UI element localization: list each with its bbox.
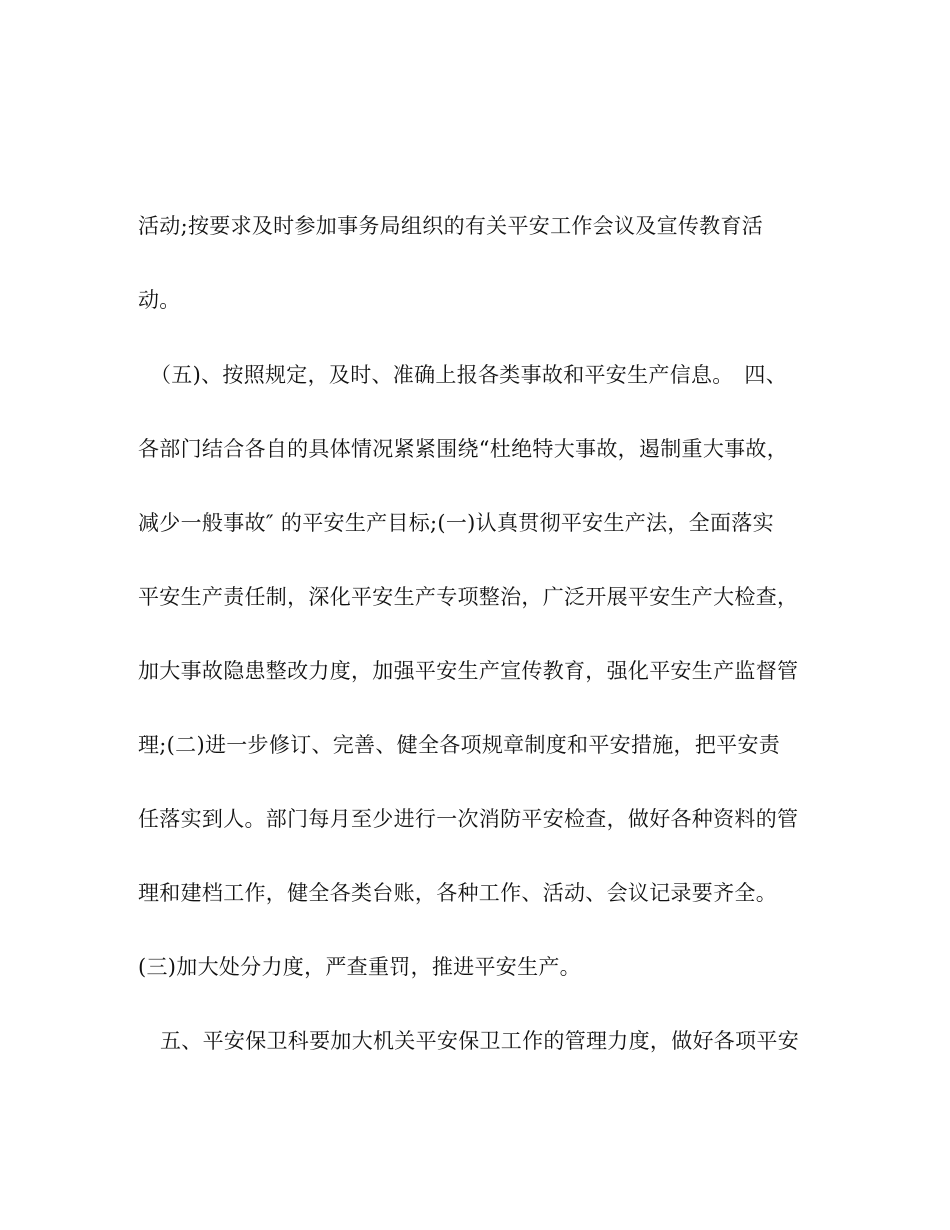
text-line-3: （五)、按照规定，及时、准确上报各类事故和平安生产信息。 四、 <box>150 363 787 387</box>
text-line-11: (三)加大处分力度，严查重罚，推进平安生产。 <box>138 955 581 979</box>
text-line-5: 减少一般事故″ 的平安生产目标;(一)认真贯彻平安生产法，全面落实 <box>138 511 774 535</box>
text-line-2: 动。 <box>138 288 181 312</box>
text-line-1: 活动;按要求及时参加事务局组织的有关平安工作会议及宣传教育活 <box>138 214 764 238</box>
text-line-9: 任落实到人。部门每月至少进行一次消防平安检查，做好各种资料的管 <box>138 807 799 831</box>
text-line-12: 五、平安保卫科要加大机关平安保卫工作的管理力度，做好各项平安 <box>160 1029 799 1053</box>
text-line-10: 理和建档工作，健全各类台账，各种工作、活动、会议记录要齐全。 <box>138 881 777 905</box>
text-line-4: 各部门结合各自的具体情况紧紧围绕“杜绝特大事故，遏制重大事故， <box>138 437 789 461</box>
text-line-6: 平安生产责任制，深化平安生产专项整治，广泛开展平安生产大检查， <box>138 585 799 609</box>
text-line-7: 加大事故隐患整改力度，加强平安生产宣传教育，强化平安生产监督管 <box>138 659 799 683</box>
text-line-8: 理;(二)进一步修订、完善、健全各项规章制度和平安措施，把平安责 <box>138 733 781 757</box>
